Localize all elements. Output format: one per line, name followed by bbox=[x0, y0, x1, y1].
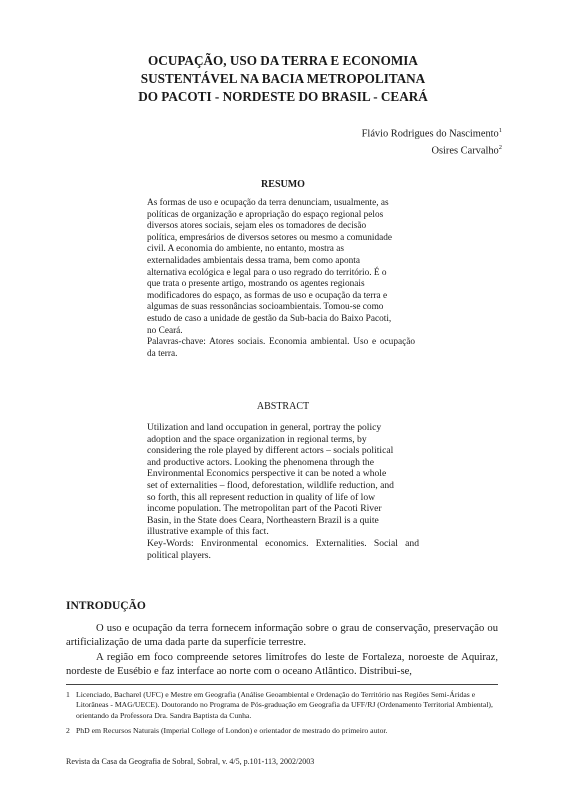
resumo-keywords: Palavras-chave: Atores sociais. Economia ambiental. Uso e ocupação da terra. bbox=[147, 337, 415, 359]
resumo-line: políticas de organização e apropriação do espaço regional pelos bbox=[147, 209, 384, 220]
title-line: SUSTENTÁVEL NA BACIA METROPOLITANA bbox=[140, 71, 426, 86]
abstract-keywords: Key-Words: Environmental economics. Externalities. Social and political players. bbox=[147, 537, 419, 561]
intro-paragraph: A região em foco compreende setores limítrofes do leste de Fortaleza, noroeste de Aquiraz, nordeste de Eusébio e faz interface ao norte com o oceano Atlântico. Distribui-se, bbox=[66, 651, 498, 677]
running-footer: Revista da Casa da Geografia de Sobral, Sobral, v. 4/5, p.101-113, 2002/2003 bbox=[66, 757, 315, 766]
footnote-text: PhD em Recursos Naturais (Imperial College of London) e orientador de mestrado do primeiro autor. bbox=[76, 726, 388, 736]
abstract-text bbox=[147, 422, 419, 561]
footnote-number: 1 bbox=[66, 690, 70, 699]
abstract-line: so forth, this all represent reduction in quality of life of low bbox=[147, 491, 376, 503]
author: Flávio Rodrigues do Nascimento$^1$ bbox=[361, 127, 502, 140]
paper-title bbox=[60, 52, 506, 106]
resumo-text bbox=[147, 198, 415, 360]
resumo-line: estudo de caso a unidade de gestão da Sub-bacia do Baixo Pacoti, bbox=[147, 313, 392, 324]
abstract-heading: ABSTRACT bbox=[256, 401, 310, 412]
abstract-line: Utilization and land occupation in general, portray the policy bbox=[147, 422, 382, 433]
abstract-line: illustrative example of this fact. bbox=[147, 526, 269, 538]
abstract-line: considering the role played by different actors – socials political bbox=[147, 445, 394, 457]
resumo-line: no Ceará. bbox=[147, 325, 183, 336]
resumo-line: externalidades ambientais dessa trama, bem como aponta bbox=[147, 255, 360, 266]
footnote-marker: 2 bbox=[498, 144, 502, 152]
resumo-line: algumas de suas ressonâncias socioambientais. Tomou-se como bbox=[147, 302, 384, 313]
footnote-marker: 1 bbox=[498, 127, 502, 134]
footnote-number: 2 bbox=[66, 726, 70, 736]
abstract-line: Environmental Economics perspective it can be noted a whole bbox=[147, 468, 387, 480]
intro-paragraph: O uso e ocupação da terra fornecem informação sobre o grau de conservação, preservação ou artificialização de uma dada parte da superfície terrestre. bbox=[66, 623, 498, 649]
author: Osires Carvalho$^2$ bbox=[431, 144, 502, 157]
resumo-line: civil. A economia do ambiente, no entanto, mostra as bbox=[147, 244, 344, 255]
footnote-text: Licenciado, Bacharel (UFC) e Mestre em Geografia (Análise Geoambiental e Ordenação do Território nas Regiões Semi-Áridas e Litorâneas - MAG/UECE). Doutorando no Programa de Pós-graduação em Geografia da UFF/RJ (Ordenamento Territorial Ambiental), orientando da Professora Dra. Sandra Baptista da Cunha. bbox=[76, 690, 493, 720]
abstract-line: adoption and the space organization in regional terms, by bbox=[147, 433, 367, 445]
resumo-line: diversos atores sociais, sejam eles os tomadores de decisão bbox=[147, 221, 367, 232]
resumo-line: que trata o presente artigo, mostrando os agentes regionais bbox=[147, 279, 365, 290]
resumo-heading: RESUMO bbox=[261, 179, 305, 190]
title-line: DO PACOTI - NORDESTE DO BRASIL - CEARÁ bbox=[138, 89, 428, 104]
footnotes bbox=[66, 684, 498, 737]
resumo-line: política, empresários de diversos setores ou mesmo a comunidade bbox=[147, 232, 393, 243]
resumo-line: alternativa ecológica e legal para o uso regrado do território. É o bbox=[147, 267, 387, 278]
intro-heading: INTRODUÇÃO bbox=[66, 600, 146, 612]
abstract-line: and productive actors. Looking the phenomena through the bbox=[147, 456, 374, 468]
abstract-line: Basin, in the State does Ceara, Northeastern Brazil is a quite bbox=[147, 514, 379, 526]
abstract-line: set of externalities – flood, deforestation, wildlife reduction, and bbox=[147, 479, 394, 491]
resumo-line: modificadores do espaço, as formas de uso e ocupação da terra e bbox=[147, 290, 388, 301]
title-line: OCUPAÇÃO, USO DA TERRA E ECONOMIA bbox=[148, 53, 418, 68]
author-list bbox=[362, 124, 502, 159]
resumo-line: As formas de uso e ocupação da terra denunciam, usualmente, as bbox=[147, 198, 389, 208]
abstract-line: income population. The metropolitan part of the Pacoti River bbox=[147, 503, 382, 515]
footnote bbox=[66, 690, 498, 721]
footnote bbox=[66, 726, 498, 736]
intro-body bbox=[66, 622, 498, 679]
